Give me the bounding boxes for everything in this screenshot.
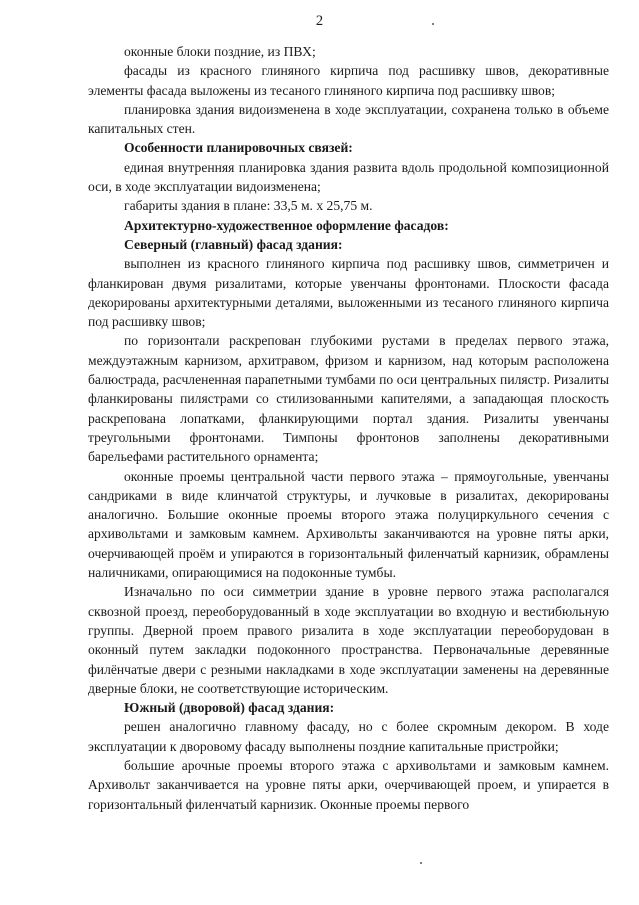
section-heading: Северный (главный) фасад здания: xyxy=(124,236,343,252)
section-heading: Южный (дворовой) фасад здания: xyxy=(124,700,335,716)
body-paragraph: габариты здания в плане: 33,5 м. х 25,75 м. xyxy=(124,198,373,214)
body-paragraph: выполнен из красного глиняного кирпича под расшивку швов, симметричен и фланкирован двумя ризалитами, которые увенчаны фронтонами. Плоскости фасада декорированы архитектурными деталями, выложенными из тесаного глиняного кирпича под расшивку швов; xyxy=(88,256,609,330)
body-paragraph: большие арочные проемы второго этажа с архивольтами и замковым камнем. Архивольт заканчивается на уровне пяты арки, очерчивающей проем, и упирается в горизонтальный филенчатый карнизик. Оконные проемы первого xyxy=(88,757,609,812)
section-heading: Особенности планировочных связей: xyxy=(124,140,353,156)
scan-speck xyxy=(432,23,434,25)
section-heading: Архитектурно-художественное оформление фасадов: xyxy=(124,217,449,233)
body-paragraph: фасады из красного глиняного кирпича под расшивку швов, декоративные элементы фасада выложены из тесаного глиняного кирпича под расшивку швов; xyxy=(88,63,609,98)
body-paragraph: оконные проемы центральной части первого этажа – прямоугольные, увенчаны сандриками в виде клинчатой структуры, и лучковые в ризалитах, декорированы аналогично. Большие оконные проемы второго этажа полуциркульного сечения с архивольтами и замковым камнем. Архивольты заканчиваются на уровне пяты арки, очерчивающей проём и упираются в горизонтальный филенчатый карнизик, обрамлены наличниками, опирающимися на подоконные тумбы. xyxy=(88,468,609,581)
page-number: 2 xyxy=(315,13,324,29)
body-paragraph: по горизонтали раскрепован глубокими рустами в пределах первого этажа, междуэтажным карнизом, архитравом, фризом и карнизом, над которым расположена балюстрада, расчлененная парапетными тумбами по оси центральных пилястр. Ризалиты фланкированы пилястрами со стилизованными капителями, а западающая плоскость раскрепована лопатками, фланкирующими портал здания. Ризалиты увенчаны треугольными фронтонами. Тимпоны фронтонов заполнены декоративными барельефами растительного орнамента; xyxy=(88,333,609,465)
body-paragraph: Изначально по оси симметрии здание в уровне первого этажа располагался сквозной проезд, переоборудованный в ходе эксплуатации во входную и вестибюльную группы. Дверной проем правого ризалита в ходе эксплуатации переоборудован в оконный путем закладки подоконного пространства. Первоначальные деревянные филёнчатые двери с резными накладками в ходе эксплуатации заменены на деревянные дверные блоки, не соответствующие историческим. xyxy=(88,584,609,696)
scan-speck xyxy=(420,862,422,864)
body-paragraph: оконные блоки поздние, из ПВХ; xyxy=(124,44,316,59)
document-body xyxy=(88,42,609,814)
body-paragraph: планировка здания видоизменена в ходе эксплуатации, сохранена только в объеме капитальных стен. xyxy=(88,101,609,137)
body-paragraph: решен аналогично главному фасаду, но с более скромным декором. В ходе эксплуатации к дворовому фасаду выполнены поздние капитальные пристройки; xyxy=(88,719,609,754)
body-paragraph: единая внутренняя планировка здания развита вдоль продольной композиционной оси, в ходе эксплуатации видоизменена; xyxy=(88,159,609,195)
